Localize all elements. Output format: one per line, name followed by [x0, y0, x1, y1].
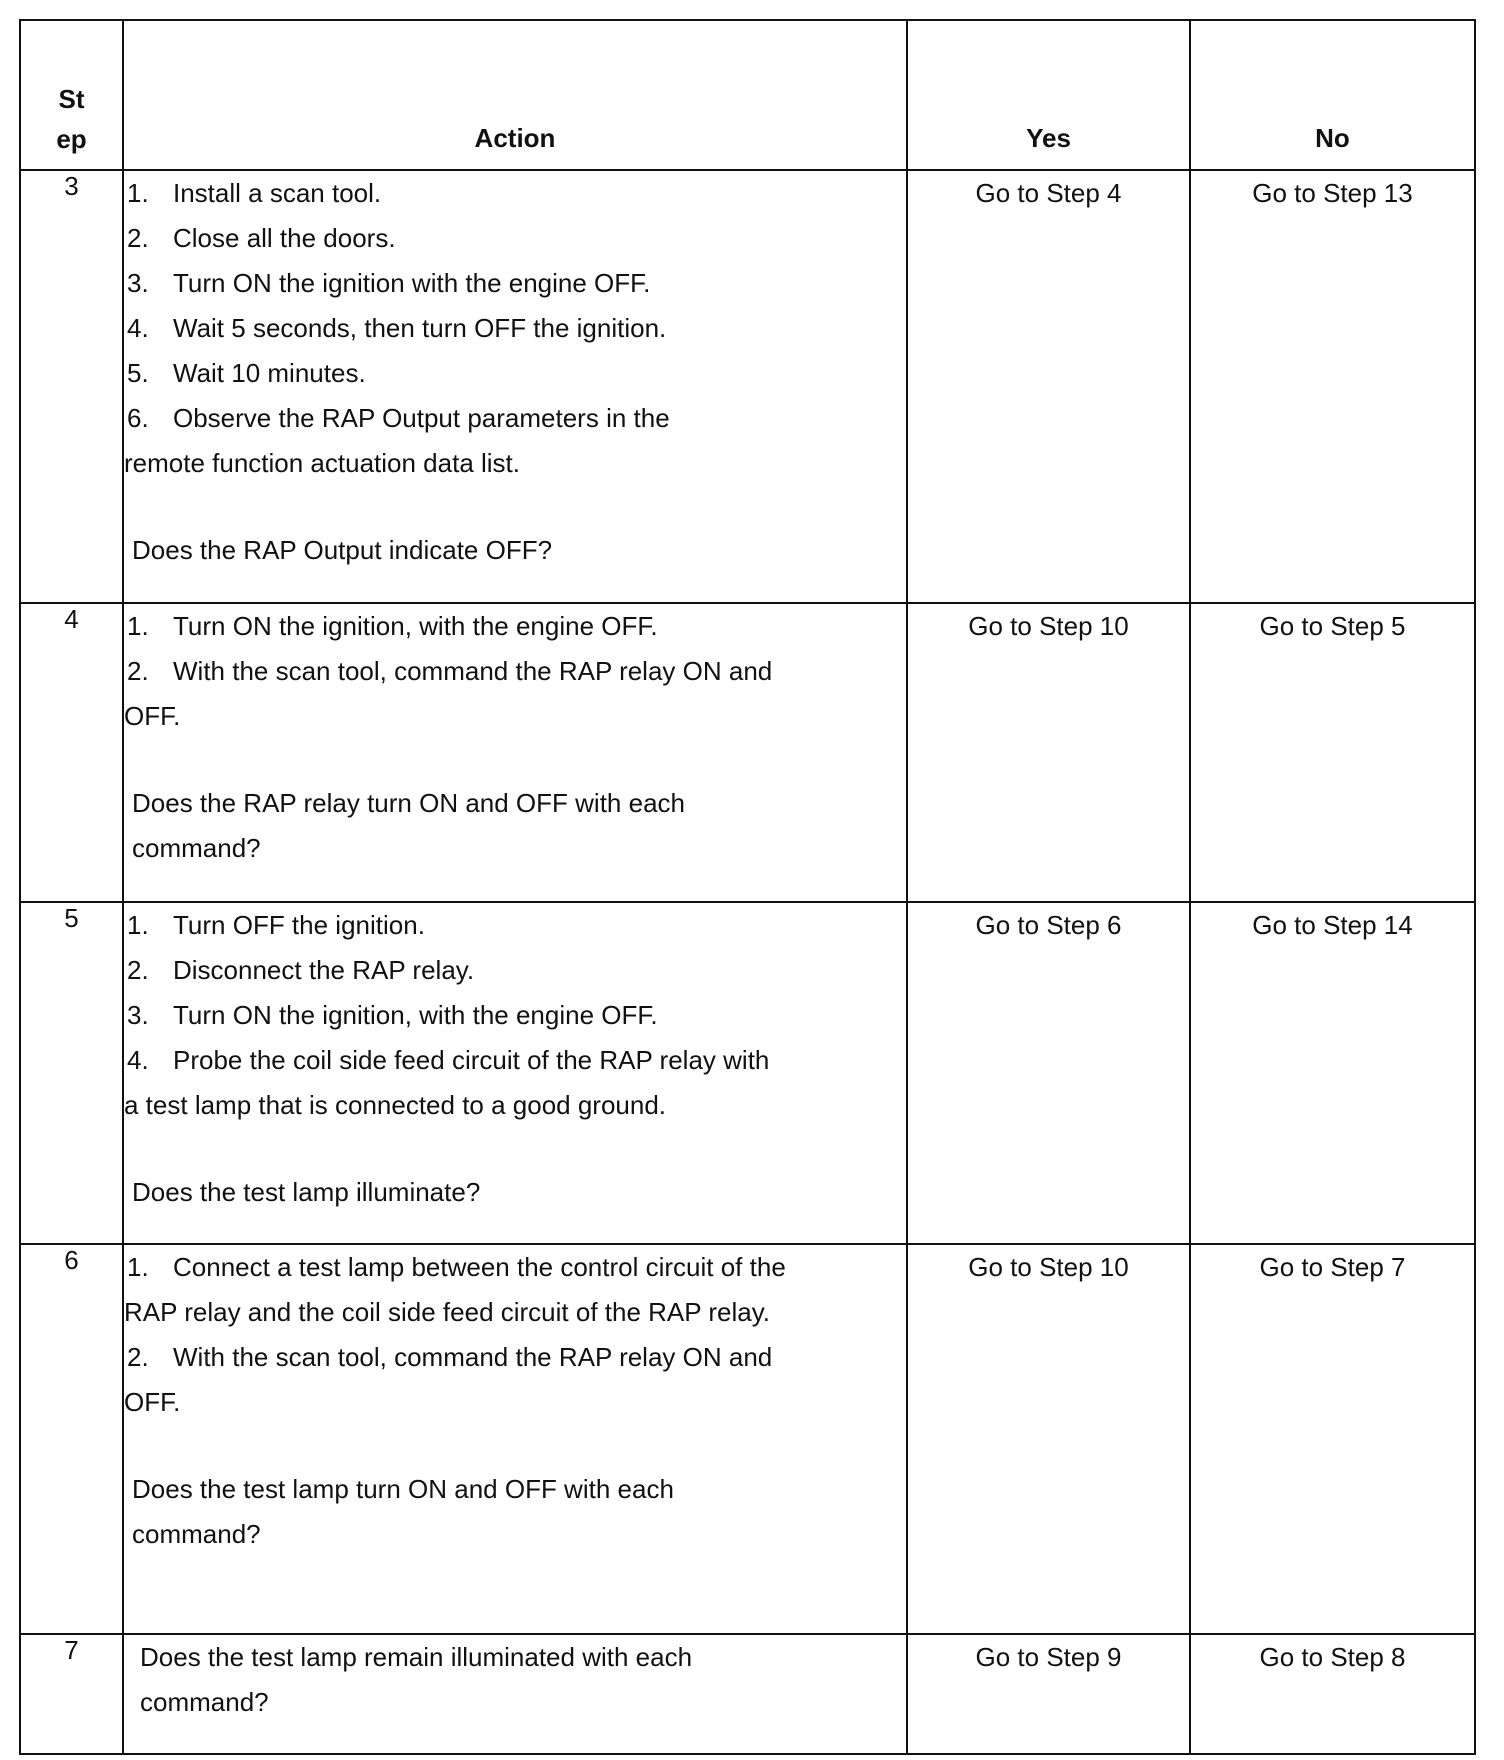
- table-row: [20, 603, 1475, 902]
- action-step: 1. Turn ON the ignition, with the engine OFF.: [127, 611, 658, 641]
- step-number: 5: [20, 902, 123, 1244]
- step-number: 3: [20, 170, 123, 603]
- no-result: Go to Step 8: [1190, 1634, 1475, 1754]
- action-question: Does the RAP Output indicate OFF?: [132, 535, 553, 565]
- no-result: Go to Step 13: [1190, 170, 1475, 603]
- action-step: 3. Turn ON the ignition, with the engine OFF.: [127, 1000, 658, 1030]
- action-steps: [124, 171, 906, 486]
- action-question: Does the test lamp remain illuminated with each command?: [140, 1642, 693, 1717]
- action-step: 4. Probe the coil side feed circuit of the RAP relay with a test lamp that is connected to a good ground.: [124, 1045, 770, 1120]
- action-cell: [123, 1634, 907, 1754]
- action-steps: [124, 604, 906, 739]
- table-row: [20, 1244, 1475, 1634]
- action-step: 2. Disconnect the RAP relay.: [127, 955, 475, 985]
- step-number: 6: [20, 1244, 123, 1634]
- header-action: Action: [123, 20, 907, 170]
- yes-result: Go to Step 10: [907, 1244, 1190, 1634]
- action-step: 2. With the scan tool, command the RAP relay ON and OFF.: [124, 656, 773, 731]
- header-no: No: [1190, 20, 1475, 170]
- no-result: Go to Step 5: [1190, 603, 1475, 902]
- yes-result: Go to Step 9: [907, 1634, 1190, 1754]
- header-step-line2: ep: [56, 124, 87, 154]
- header-step-line1: St: [58, 84, 85, 114]
- action-step: 3. Turn ON the ignition with the engine OFF.: [127, 268, 651, 298]
- action-question: Does the test lamp turn ON and OFF with each command?: [132, 1474, 674, 1549]
- action-cell: [123, 1244, 907, 1634]
- action-cell: [123, 603, 907, 902]
- table-header-row: [20, 20, 1475, 170]
- action-step: 6. Observe the RAP Output parameters in the remote function actuation data list.: [124, 403, 670, 478]
- action-cell: [123, 902, 907, 1244]
- action-step: 1. Install a scan tool.: [127, 178, 382, 208]
- no-result: Go to Step 7: [1190, 1244, 1475, 1634]
- step-number: 7: [20, 1634, 123, 1754]
- table-row: [20, 902, 1475, 1244]
- yes-result: Go to Step 4: [907, 170, 1190, 603]
- table-row: [20, 1634, 1475, 1754]
- action-steps: [124, 903, 906, 1128]
- yes-result: Go to Step 10: [907, 603, 1190, 902]
- action-cell: [123, 170, 907, 603]
- yes-result: Go to Step 6: [907, 902, 1190, 1244]
- action-step: 1. Turn OFF the ignition.: [127, 910, 425, 940]
- action-steps: [124, 1245, 906, 1425]
- diagnostic-table: [19, 19, 1476, 1755]
- step-number: 4: [20, 603, 123, 902]
- header-step: [20, 20, 123, 170]
- table-row: [20, 170, 1475, 603]
- action-step: 5. Wait 10 minutes.: [127, 358, 366, 388]
- action-question: Does the RAP relay turn ON and OFF with each command?: [132, 788, 685, 863]
- action-step: 2. With the scan tool, command the RAP relay ON and OFF.: [124, 1342, 773, 1417]
- action-step: 1. Connect a test lamp between the control circuit of the RAP relay and the coil side feed circuit of the RAP relay.: [124, 1252, 786, 1327]
- action-step: 4. Wait 5 seconds, then turn OFF the ignition.: [127, 313, 667, 343]
- action-step: 2. Close all the doors.: [127, 223, 396, 253]
- action-question: Does the test lamp illuminate?: [132, 1177, 481, 1207]
- no-result: Go to Step 14: [1190, 902, 1475, 1244]
- header-yes: Yes: [907, 20, 1190, 170]
